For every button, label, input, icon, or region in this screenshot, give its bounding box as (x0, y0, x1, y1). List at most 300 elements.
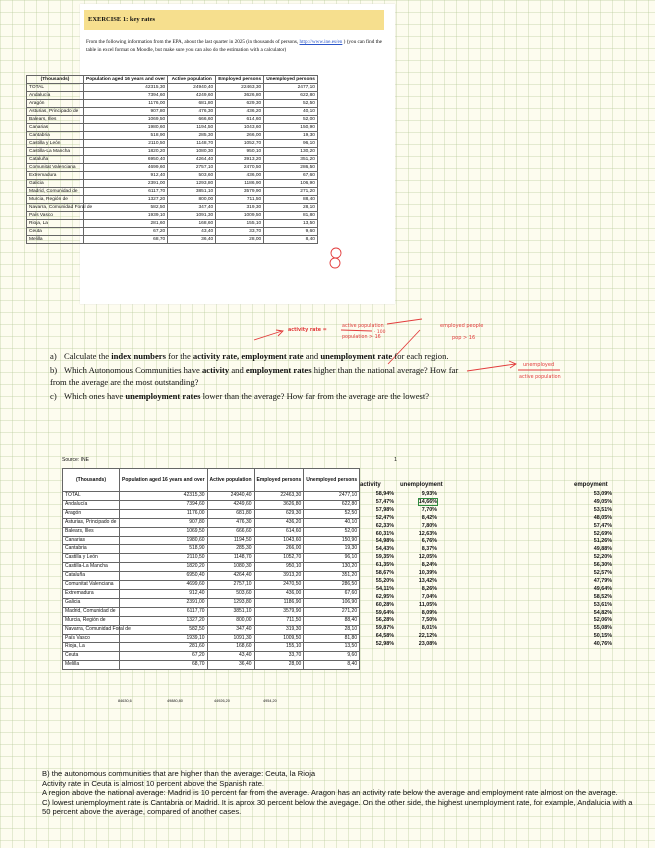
unemployment-value: 7,70% (421, 506, 437, 513)
activity-value: 57,98% (375, 506, 394, 513)
value-cell: 8,40 (264, 236, 318, 244)
value-cell: 2391,00 (120, 598, 208, 607)
ine-link[interactable]: http://www.ine.es/en (299, 39, 343, 45)
value-cell: 1293,80 (168, 180, 216, 188)
value-cell: 130,20 (304, 563, 360, 572)
value-cell: 8,40 (304, 661, 360, 670)
value-cell: 271,20 (304, 607, 360, 616)
unemployment-value: 10,39% (418, 570, 437, 576)
value-cell: 912,40 (84, 172, 168, 180)
value-cell: 1176,00 (84, 100, 168, 108)
value-cell: 950,10 (254, 563, 304, 572)
region-cell: Aragón (63, 509, 120, 518)
activity-value: 58,67% (375, 570, 394, 576)
activity-value: 62,33% (375, 522, 394, 529)
value-cell: 4249,60 (168, 92, 216, 100)
region-cell: Cantabria (27, 132, 84, 140)
table-row (63, 527, 360, 536)
value-cell: 1194,50 (207, 536, 254, 545)
value-cell: 2757,10 (168, 164, 216, 172)
value-cell: 629,30 (216, 100, 264, 108)
value-cell: 6950,40 (120, 572, 208, 581)
value-cell: 666,60 (207, 527, 254, 536)
employment-value: 53,51% (593, 506, 612, 513)
unemployment-value: 8,01% (421, 625, 437, 632)
value-cell: 285,30 (207, 545, 254, 554)
activity-value: 52,98% (375, 641, 394, 648)
unemployment-value: 8,37% (421, 546, 437, 553)
employment-value: 52,69% (593, 530, 612, 537)
times-hundred: · 100 (374, 330, 386, 335)
value-cell: 67,60 (264, 172, 318, 180)
value-cell: 9,60 (304, 652, 360, 661)
region-cell: Andalucía (27, 92, 84, 100)
region-cell: Galicia (63, 598, 120, 607)
value-cell: 285,30 (168, 132, 216, 140)
value-cell: 40,10 (304, 518, 360, 527)
question-text: and (303, 351, 321, 361)
question-text: index numbers (111, 351, 166, 361)
value-cell: 1194,50 (168, 124, 216, 132)
region-cell: Comunitat Valenciana (63, 581, 120, 590)
value-cell: 168,60 (207, 643, 254, 652)
value-cell: 40,10 (264, 108, 318, 116)
region-cell: Murcia, Región de (27, 196, 84, 204)
region-cell: TOTAL (27, 84, 84, 92)
table-row (63, 554, 360, 563)
value-cell: 3851,10 (207, 607, 254, 616)
value-cell: 1043,60 (254, 536, 304, 545)
value-cell: 436,20 (254, 518, 304, 527)
value-cell: 347,40 (168, 204, 216, 212)
value-cell: 28,00 (216, 236, 264, 244)
employment-value: 52,20% (593, 554, 612, 561)
unemployment-value: 9,93% (421, 491, 437, 497)
table-row (63, 598, 360, 607)
value-cell: 24940,40 (207, 492, 254, 501)
value-cell: 2470,50 (254, 581, 304, 590)
region-cell: Castilla-La Mancha (63, 563, 120, 572)
region-cell: Comunitat Valenciana (27, 164, 84, 172)
table-row (63, 634, 360, 643)
value-cell: 2470,50 (216, 164, 264, 172)
region-cell: TOTAL (63, 492, 120, 501)
activity-value: 62,95% (375, 593, 394, 600)
region-cell: Navarra, Comunidad Foral de (27, 204, 84, 212)
region-cell: Cataluña (27, 156, 84, 164)
activity-header: activity (360, 482, 381, 488)
value-cell: 43,40 (207, 652, 254, 661)
question-text: and (229, 365, 246, 375)
total-population: 84630,6 (118, 699, 132, 703)
value-cell: 629,30 (254, 509, 304, 518)
activity-value: 60,31% (375, 530, 394, 537)
activity-value: 54,98% (375, 538, 394, 545)
activity-value: 59,64% (375, 609, 394, 616)
value-cell: 1980,60 (84, 124, 168, 132)
question-text: activity (201, 365, 230, 375)
employment-value: 47,79% (593, 577, 612, 584)
value-cell: 68,70 (120, 661, 208, 670)
value-cell: 1148,70 (207, 554, 254, 563)
value-cell: 67,20 (84, 228, 168, 236)
region-cell: Rioja, La (63, 643, 120, 652)
employed-people-note: employed people (440, 323, 484, 329)
value-cell: 503,60 (207, 589, 254, 598)
employment-value: 55,08% (593, 625, 612, 632)
question-text: unemployment rate (320, 351, 393, 361)
value-cell: 281,60 (120, 643, 208, 652)
value-cell: 28,10 (304, 625, 360, 634)
value-cell: 155,10 (216, 220, 264, 228)
table-row (63, 589, 360, 598)
value-cell: 614,60 (216, 116, 264, 124)
total-active: 49880,80 (167, 699, 183, 703)
value-cell: 1820,20 (84, 148, 168, 156)
question-text: lower than the average? How far from the average are the lowest? (200, 391, 430, 401)
question-label: c) (50, 391, 57, 401)
employment-value: 53,61% (593, 601, 612, 608)
value-cell: 6117,70 (84, 188, 168, 196)
total-unemployed: 4954,20 (263, 699, 277, 703)
activity-value: 60,28% (375, 601, 394, 608)
questions-list (50, 350, 470, 404)
value-cell: 319,30 (254, 625, 304, 634)
region-cell: Castilla-La Mancha (27, 148, 84, 156)
value-cell: 266,00 (216, 132, 264, 140)
value-cell: 3626,80 (254, 500, 304, 509)
value-cell: 4699,60 (120, 581, 208, 590)
value-cell: 1043,60 (216, 124, 264, 132)
value-cell: 96,10 (304, 554, 360, 563)
value-cell: 6117,70 (120, 607, 208, 616)
region-cell: Melilla (27, 236, 84, 244)
region-cell: Aragón (27, 100, 84, 108)
column-header: Unemployed persons (304, 469, 360, 492)
region-cell: Ceuta (27, 228, 84, 236)
activity-value: 61,35% (375, 562, 394, 569)
table-row (63, 607, 360, 616)
value-cell: 1820,20 (120, 563, 208, 572)
value-cell: 52,00 (304, 527, 360, 536)
value-cell: 503,60 (168, 172, 216, 180)
value-cell: 52,50 (304, 509, 360, 518)
sheet-data-table (62, 468, 360, 670)
region-cell: Castilla y León (63, 554, 120, 563)
region-cell: País Vasco (63, 634, 120, 643)
unemployment-value: 11,05% (419, 601, 437, 608)
value-cell: 168,60 (168, 220, 216, 228)
value-cell: 1052,70 (216, 140, 264, 148)
question-text: activity rate, employment rate (192, 351, 304, 361)
region-cell: Balears, Illes (27, 116, 84, 124)
value-cell: 52,00 (264, 116, 318, 124)
question-text: Calculate the (64, 351, 112, 361)
column-header: (Thousands) (63, 469, 120, 492)
value-cell: 42315,30 (84, 84, 168, 92)
value-cell: 1939,10 (120, 634, 208, 643)
region-cell: Andalucía (63, 500, 120, 509)
table-row (63, 661, 360, 670)
unemployment-value: 12,63% (418, 530, 437, 537)
value-cell: 22463,30 (254, 492, 304, 501)
value-cell: 22463,30 (216, 84, 264, 92)
region-cell: Ceuta (63, 652, 120, 661)
value-cell: 67,20 (120, 652, 208, 661)
answer-line: C) lowest unemployment rate is Cantabria or Madrid. It is aprox 30 percent below the avegage. On the other side, the highest unemployment rate, for example, Andalucia with a 50 percent above the average, compared of another cases. (42, 797, 633, 816)
value-cell: 33,70 (254, 652, 304, 661)
activity-rate-label: activity rate = (288, 328, 327, 333)
value-cell: 43,40 (168, 228, 216, 236)
value-cell: 351,20 (264, 156, 318, 164)
question-text: for each region. (392, 351, 449, 361)
table-row (63, 581, 360, 590)
value-cell: 13,50 (264, 220, 318, 228)
value-cell: 28,00 (254, 661, 304, 670)
unemployment-value: 7,04% (421, 593, 437, 600)
employment-value: 58,52% (593, 593, 612, 600)
employment-value: 52,06% (593, 617, 612, 624)
value-cell: 36,40 (207, 661, 254, 670)
question-item (50, 350, 470, 362)
value-cell: 281,60 (84, 220, 168, 228)
activity-value: 64,58% (375, 633, 394, 640)
value-cell: 1052,70 (254, 554, 304, 563)
value-cell: 1091,30 (207, 634, 254, 643)
answers-block (42, 769, 640, 817)
region-cell: País Vasco (27, 212, 84, 220)
value-cell: 271,20 (264, 188, 318, 196)
value-cell: 476,30 (168, 108, 216, 116)
value-cell: 3626,80 (216, 92, 264, 100)
question-text: for the (165, 351, 193, 361)
employment-value: 51,26% (593, 538, 612, 545)
activity-value: 57,47% (375, 498, 394, 505)
value-cell: 2477,10 (304, 492, 360, 501)
employment-value: 53,09% (593, 491, 612, 497)
value-cell: 3913,20 (216, 156, 264, 164)
unemployment-value: 7,50% (421, 617, 437, 624)
value-cell: 347,40 (207, 625, 254, 634)
value-cell: 2391,00 (84, 180, 168, 188)
value-cell: 666,60 (168, 116, 216, 124)
unemployment-value: 8,24% (421, 562, 437, 569)
activity-value: 54,11% (376, 585, 394, 592)
question-text: higher than the national average? How far from the average are the most outstanding? (50, 365, 459, 387)
answer-line: B) the autonomous communities that are higher than the average: Ceuta, la Rioja (42, 769, 316, 778)
value-cell: 88,40 (264, 196, 318, 204)
column-header: Active population (207, 469, 254, 492)
employment-value: 49,64% (593, 585, 612, 592)
value-cell: 711,50 (216, 196, 264, 204)
region-cell: Canarias (63, 536, 120, 545)
value-cell: 436,20 (216, 108, 264, 116)
unemployment-value: 13,42% (418, 577, 437, 584)
value-cell: 81,80 (304, 634, 360, 643)
region-cell: Madrid, Comunidad de (63, 607, 120, 616)
value-cell: 36,40 (168, 236, 216, 244)
unemployment-value: 6,76% (421, 538, 437, 545)
value-cell: 614,60 (254, 527, 304, 536)
question-text: Which Autonomous Communities have (64, 365, 202, 375)
value-cell: 150,90 (304, 536, 360, 545)
value-cell: 1186,90 (216, 180, 264, 188)
unemployment-value: 8,26% (421, 585, 437, 592)
value-cell: 1293,80 (207, 598, 254, 607)
region-cell: Murcia, Región de (63, 616, 120, 625)
value-cell: 3579,90 (254, 607, 304, 616)
unemployment-header: unemployment (400, 482, 443, 488)
value-cell: 319,30 (216, 204, 264, 212)
table-row (63, 643, 360, 652)
column-header: Employed persons (254, 469, 304, 492)
value-cell: 286,50 (264, 164, 318, 172)
value-cell: 1080,30 (168, 148, 216, 156)
value-cell: 42315,30 (120, 492, 208, 501)
value-cell: 286,50 (304, 581, 360, 590)
employment-value: 57,47% (593, 522, 612, 529)
question-item (50, 364, 470, 388)
region-cell: Balears, Illes (63, 527, 120, 536)
unemployment-value: 14,66% (418, 498, 437, 505)
region-cell: Navarra, Comunidad Foral de (63, 625, 120, 634)
unemployed-note: unemployed (523, 362, 555, 368)
column-header: Population aged 16 years and over (84, 76, 168, 84)
value-cell: 130,20 (264, 148, 318, 156)
activity-value: 56,28% (375, 617, 394, 624)
value-cell: 1176,00 (120, 509, 208, 518)
column-header: Unemployed persons (264, 76, 318, 84)
value-cell: 4249,60 (207, 500, 254, 509)
value-cell: 9,60 (264, 228, 318, 236)
region-cell: Cataluña (63, 572, 120, 581)
value-cell: 52,50 (264, 100, 318, 108)
region-cell: Galicia (27, 180, 84, 188)
employment-value: 52,57% (593, 570, 612, 576)
value-cell: 155,10 (254, 643, 304, 652)
question-label: b) (50, 365, 58, 375)
question-item (50, 390, 470, 402)
table-header-row (63, 469, 360, 492)
value-cell: 2477,10 (264, 84, 318, 92)
table-row (63, 572, 360, 581)
value-cell: 67,60 (304, 589, 360, 598)
value-cell: 518,90 (120, 545, 208, 554)
value-cell: 19,30 (264, 132, 318, 140)
activity-value: 52,47% (375, 514, 394, 521)
value-cell: 476,30 (207, 518, 254, 527)
region-cell: Extremadura (63, 589, 120, 598)
value-cell: 7394,60 (84, 92, 168, 100)
value-cell: 1069,50 (84, 116, 168, 124)
value-cell: 4264,40 (207, 572, 254, 581)
answer-line: Activity rate in Ceuta is almost 10 percent above the Spanish rate. (42, 778, 265, 788)
unemployment-value: 23,08% (418, 641, 437, 648)
value-cell: 681,80 (207, 509, 254, 518)
question-text: employment rates (245, 365, 312, 375)
value-cell: 24940,40 (168, 84, 216, 92)
value-cell: 4264,40 (168, 156, 216, 164)
region-cell: Madrid, Comunidad de (27, 188, 84, 196)
value-cell: 3579,90 (216, 188, 264, 196)
employment-value: 48,05% (593, 514, 612, 521)
region-cell: Extremadura (27, 172, 84, 180)
value-cell: 2110,50 (84, 140, 168, 148)
value-cell: 907,80 (120, 518, 208, 527)
unemployment-value: 12,05% (418, 554, 437, 561)
value-cell: 33,70 (216, 228, 264, 236)
value-cell: 106,90 (304, 598, 360, 607)
activity-value: 54,43% (375, 546, 394, 553)
region-cell: Melilla (63, 661, 120, 670)
value-cell: 13,50 (304, 643, 360, 652)
table-row (63, 652, 360, 661)
table-row (63, 492, 360, 501)
employment-value: 40,76% (593, 641, 612, 648)
activity-value: 59,35% (375, 554, 394, 561)
table-row (63, 518, 360, 527)
value-cell: 1091,30 (168, 212, 216, 220)
table-row (63, 509, 360, 518)
value-cell: 800,00 (207, 616, 254, 625)
column-header: Employed persons (216, 76, 264, 84)
value-cell: 681,80 (168, 100, 216, 108)
value-cell: 7394,60 (120, 500, 208, 509)
value-cell: 150,90 (264, 124, 318, 132)
value-cell: 1009,50 (254, 634, 304, 643)
employment-value: 49,05% (593, 498, 612, 505)
value-cell: 1186,90 (254, 598, 304, 607)
value-cell: 351,20 (304, 572, 360, 581)
column-header: (Thousands) (27, 76, 84, 84)
value-cell: 106,90 (264, 180, 318, 188)
activity-value: 58,94% (375, 491, 394, 497)
value-cell: 3913,20 (254, 572, 304, 581)
value-cell: 907,80 (84, 108, 168, 116)
region-cell: Asturias, Principado de (63, 518, 120, 527)
employment-value: 50,15% (593, 633, 612, 640)
activity-rate-formula-top: active population (342, 324, 384, 329)
active-population-note: active population (519, 375, 561, 380)
table-row (63, 500, 360, 509)
value-cell: 3851,10 (168, 188, 216, 196)
value-cell: 622,80 (304, 500, 360, 509)
region-cell: Asturias, Principado de (27, 108, 84, 116)
unemployment-value: 8,09% (421, 609, 437, 616)
value-cell: 622,80 (264, 92, 318, 100)
value-cell: 582,50 (120, 625, 208, 634)
question-label: a) (50, 351, 57, 361)
value-cell: 912,40 (120, 589, 208, 598)
value-cell: 1080,30 (207, 563, 254, 572)
intro-text-1: From the following information from the EPA, about the last quarter in 2025 (in thousands of persons, (86, 39, 300, 45)
value-cell: 711,50 (254, 616, 304, 625)
value-cell: 1980,60 (120, 536, 208, 545)
source-label: Source: INE (62, 457, 89, 463)
table-row (63, 545, 360, 554)
total-employed: 44926,20 (214, 699, 230, 703)
value-cell: 28,10 (264, 204, 318, 212)
value-cell: 436,00 (216, 172, 264, 180)
activity-rate-formula-bottom: population > 16 (342, 335, 381, 340)
unemployment-value: 8,42% (421, 514, 437, 521)
column-header: Population aged 16 years and over (120, 469, 208, 492)
sheet-cell-value: 1 (394, 457, 398, 463)
employment-value: 56,30% (593, 562, 612, 569)
unemployment-value: 22,12% (418, 633, 437, 640)
value-cell: 1939,10 (84, 212, 168, 220)
activity-value: 59,87% (375, 625, 394, 632)
